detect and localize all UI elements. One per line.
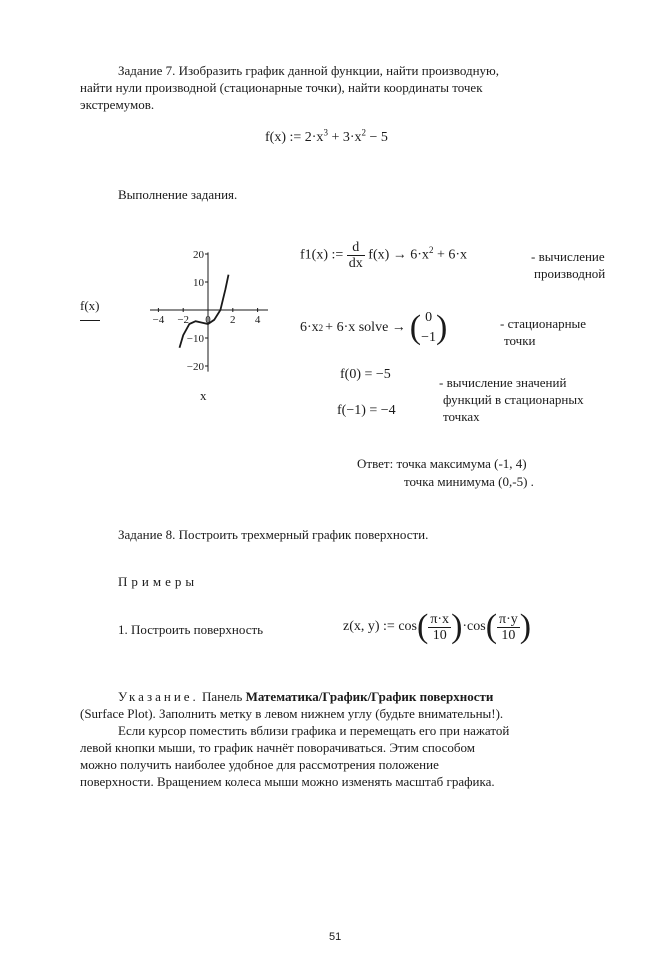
note-line-1: Указание. Панель Математика/График/График поверхности	[118, 689, 494, 704]
root-0: 0	[425, 310, 433, 325]
task7-line3: экстремумов.	[80, 97, 155, 112]
y-tick-label: 10	[193, 277, 204, 289]
answer-line-1: Ответ: точка максимума (-1, 4)	[357, 456, 527, 471]
x-tick-label: −4	[152, 314, 165, 326]
examples-heading: Примеры	[118, 574, 199, 589]
graph-ylabel: f(x)	[80, 297, 100, 321]
value-f0: f(0) = −5	[340, 367, 391, 382]
derivative-formula: f1(x) := $\frac{d}{dx}$ $f(x) \to 6\cdot x^2 + 6\cdot x$	[300, 240, 467, 271]
answer-line-2: точка минимума (0,-5) .	[404, 474, 534, 489]
solve-formula: 6·x 2 + 6·x solve → ( 0 −1 )	[300, 309, 448, 346]
x-tick-label: 0	[205, 314, 211, 326]
value-fm1: f(−1) = −4	[337, 403, 396, 418]
surface-formula: z(x, y) := cos ( $\frac{\pi\cdot x}{10}$ ) ·cos ( $\frac{\pi\cdot y}{10}$ )	[343, 608, 532, 645]
note-line-4: левой кнопки мыши, то график начнёт поворачиваться. Этим способом	[80, 740, 476, 755]
values-comment-2: функций в стационарных	[443, 392, 584, 407]
note-line-2: (Surface Plot). Заполнить метку в левом нижнем углу (будьте внимательны!).	[80, 706, 504, 721]
note-line-6: поверхности. Вращением колеса мыши можно изменять масштаб графика.	[80, 774, 495, 789]
note-line-3: Если курсор поместить вблизи графика и перемещать его при нажатой	[118, 723, 510, 738]
page-number: 51	[329, 931, 342, 943]
example1-label: 1. Построить поверхность	[118, 622, 264, 637]
task8-heading: Задание 8. Построить трехмерный график поверхности.	[118, 527, 429, 542]
graph-xlabel: x	[200, 388, 207, 403]
x-tick-label: −2	[177, 314, 190, 326]
y-tick-label: 20	[193, 249, 204, 261]
solve-comment-1: - стационарные	[500, 316, 587, 331]
task7-line1: Задание 7. Изобразить график данной функции, найти производную,	[118, 63, 500, 78]
solution-heading: Выполнение задания.	[118, 187, 238, 202]
values-comment-3: точках	[443, 409, 480, 424]
derivative-comment-1: - вычисление	[531, 249, 605, 264]
function-definition: f(x) := $2\cdot x^3 + 3\cdot x^2 - 5$	[265, 127, 388, 145]
derivative-comment-2: производной	[534, 266, 606, 281]
x-tick-label: 2	[230, 314, 236, 326]
y-tick-label: −10	[186, 333, 204, 345]
values-comment-1: - вычисление значений	[439, 375, 567, 390]
function-plot	[138, 240, 278, 375]
solve-comment-2: точки	[504, 333, 536, 348]
note-line-5: можно получить наиболее удобное для рассмотрения положение	[80, 757, 439, 772]
x-tick-label: 4	[254, 314, 261, 326]
task7-line2: найти нули производной (стационарные точки), найти координаты точек	[80, 80, 483, 95]
root-minus-1: −1	[421, 330, 437, 345]
y-tick-label: −20	[186, 361, 204, 373]
